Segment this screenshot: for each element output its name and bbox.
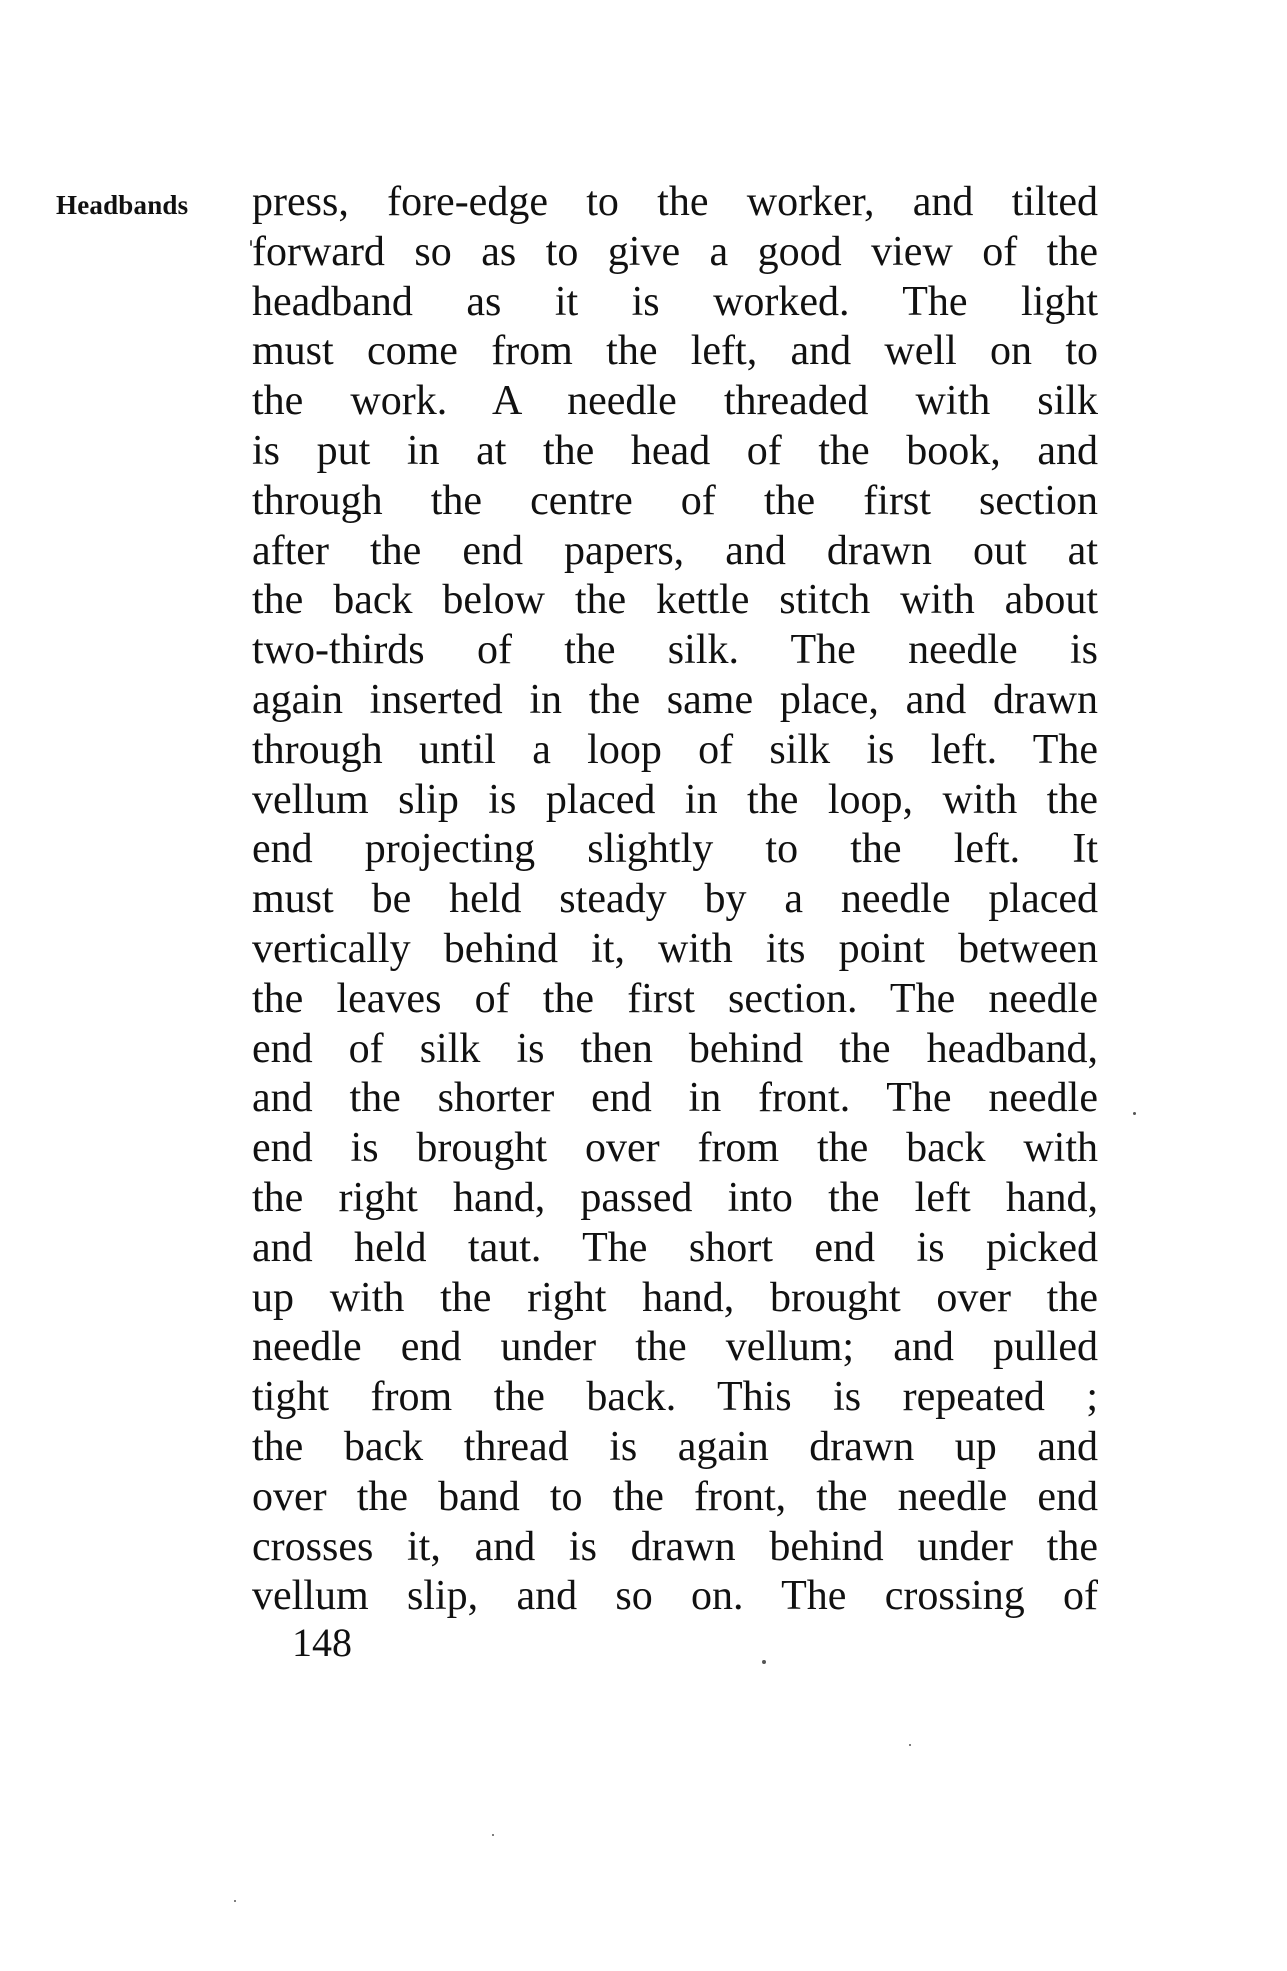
text-line: headband as it is worked. The light [252, 278, 1098, 325]
text-line: tight from the back. This is repeated ; [252, 1374, 1098, 1421]
scan-speck [762, 1660, 766, 1664]
text-line: press, fore-edge to the worker, and tilted [252, 179, 1098, 225]
text-line: through the centre of the first section [252, 477, 1098, 524]
scan-speck [250, 240, 252, 246]
text-line: vertically behind it, with its point between [252, 925, 1098, 972]
text-line: the back thread is again drawn up and [252, 1423, 1098, 1470]
text-line: must come from the left, and well on to [252, 328, 1098, 375]
text-line: forward so as to give a good view of the [252, 228, 1098, 275]
text-line: the right hand, passed into the left hand, [252, 1174, 1098, 1221]
scan-speck [234, 1900, 236, 1902]
text-line: again inserted in the same place, and drawn [252, 676, 1098, 723]
text-line: needle end under the vellum; and pulled [252, 1324, 1098, 1371]
text-line: the leaves of the first section. The needle [252, 975, 1098, 1022]
running-head: Headbands [56, 190, 189, 220]
scan-speck [909, 1744, 911, 1746]
text-line: crosses it, and is drawn behind under the [252, 1523, 1098, 1570]
text-line: is put in at the head of the book, and [252, 427, 1098, 474]
scan-speck [492, 1834, 494, 1836]
text-line: end of silk is then behind the headband, [252, 1025, 1098, 1072]
text-line: and held taut. The short end is picked [252, 1224, 1098, 1271]
text-line: end projecting slightly to the left. It [252, 826, 1098, 873]
text-line: up with the right hand, brought over the [252, 1274, 1098, 1321]
text-line: after the end papers, and drawn out at [252, 527, 1098, 574]
text-line: vellum slip, and so on. The crossing of [252, 1573, 1098, 1620]
text-line: over the band to the front, the needle end [252, 1473, 1098, 1520]
text-line: end is brought over from the back with [252, 1125, 1098, 1172]
text-line: the work. A needle threaded with silk [252, 378, 1098, 425]
text-line: vellum slip is placed in the loop, with the [252, 776, 1098, 823]
text-line: must be held steady by a needle placed [252, 876, 1098, 923]
scan-speck [1133, 1112, 1136, 1115]
text-line: through until a loop of silk is left. The [252, 726, 1098, 773]
text-line: two-thirds of the silk. The needle is [252, 627, 1098, 674]
text-line: the back below the kettle stitch with about [252, 577, 1098, 624]
body-text [252, 178, 1098, 1622]
text-line: and the shorter end in front. The needle [252, 1075, 1098, 1122]
page-number: 148 [292, 1620, 352, 1665]
